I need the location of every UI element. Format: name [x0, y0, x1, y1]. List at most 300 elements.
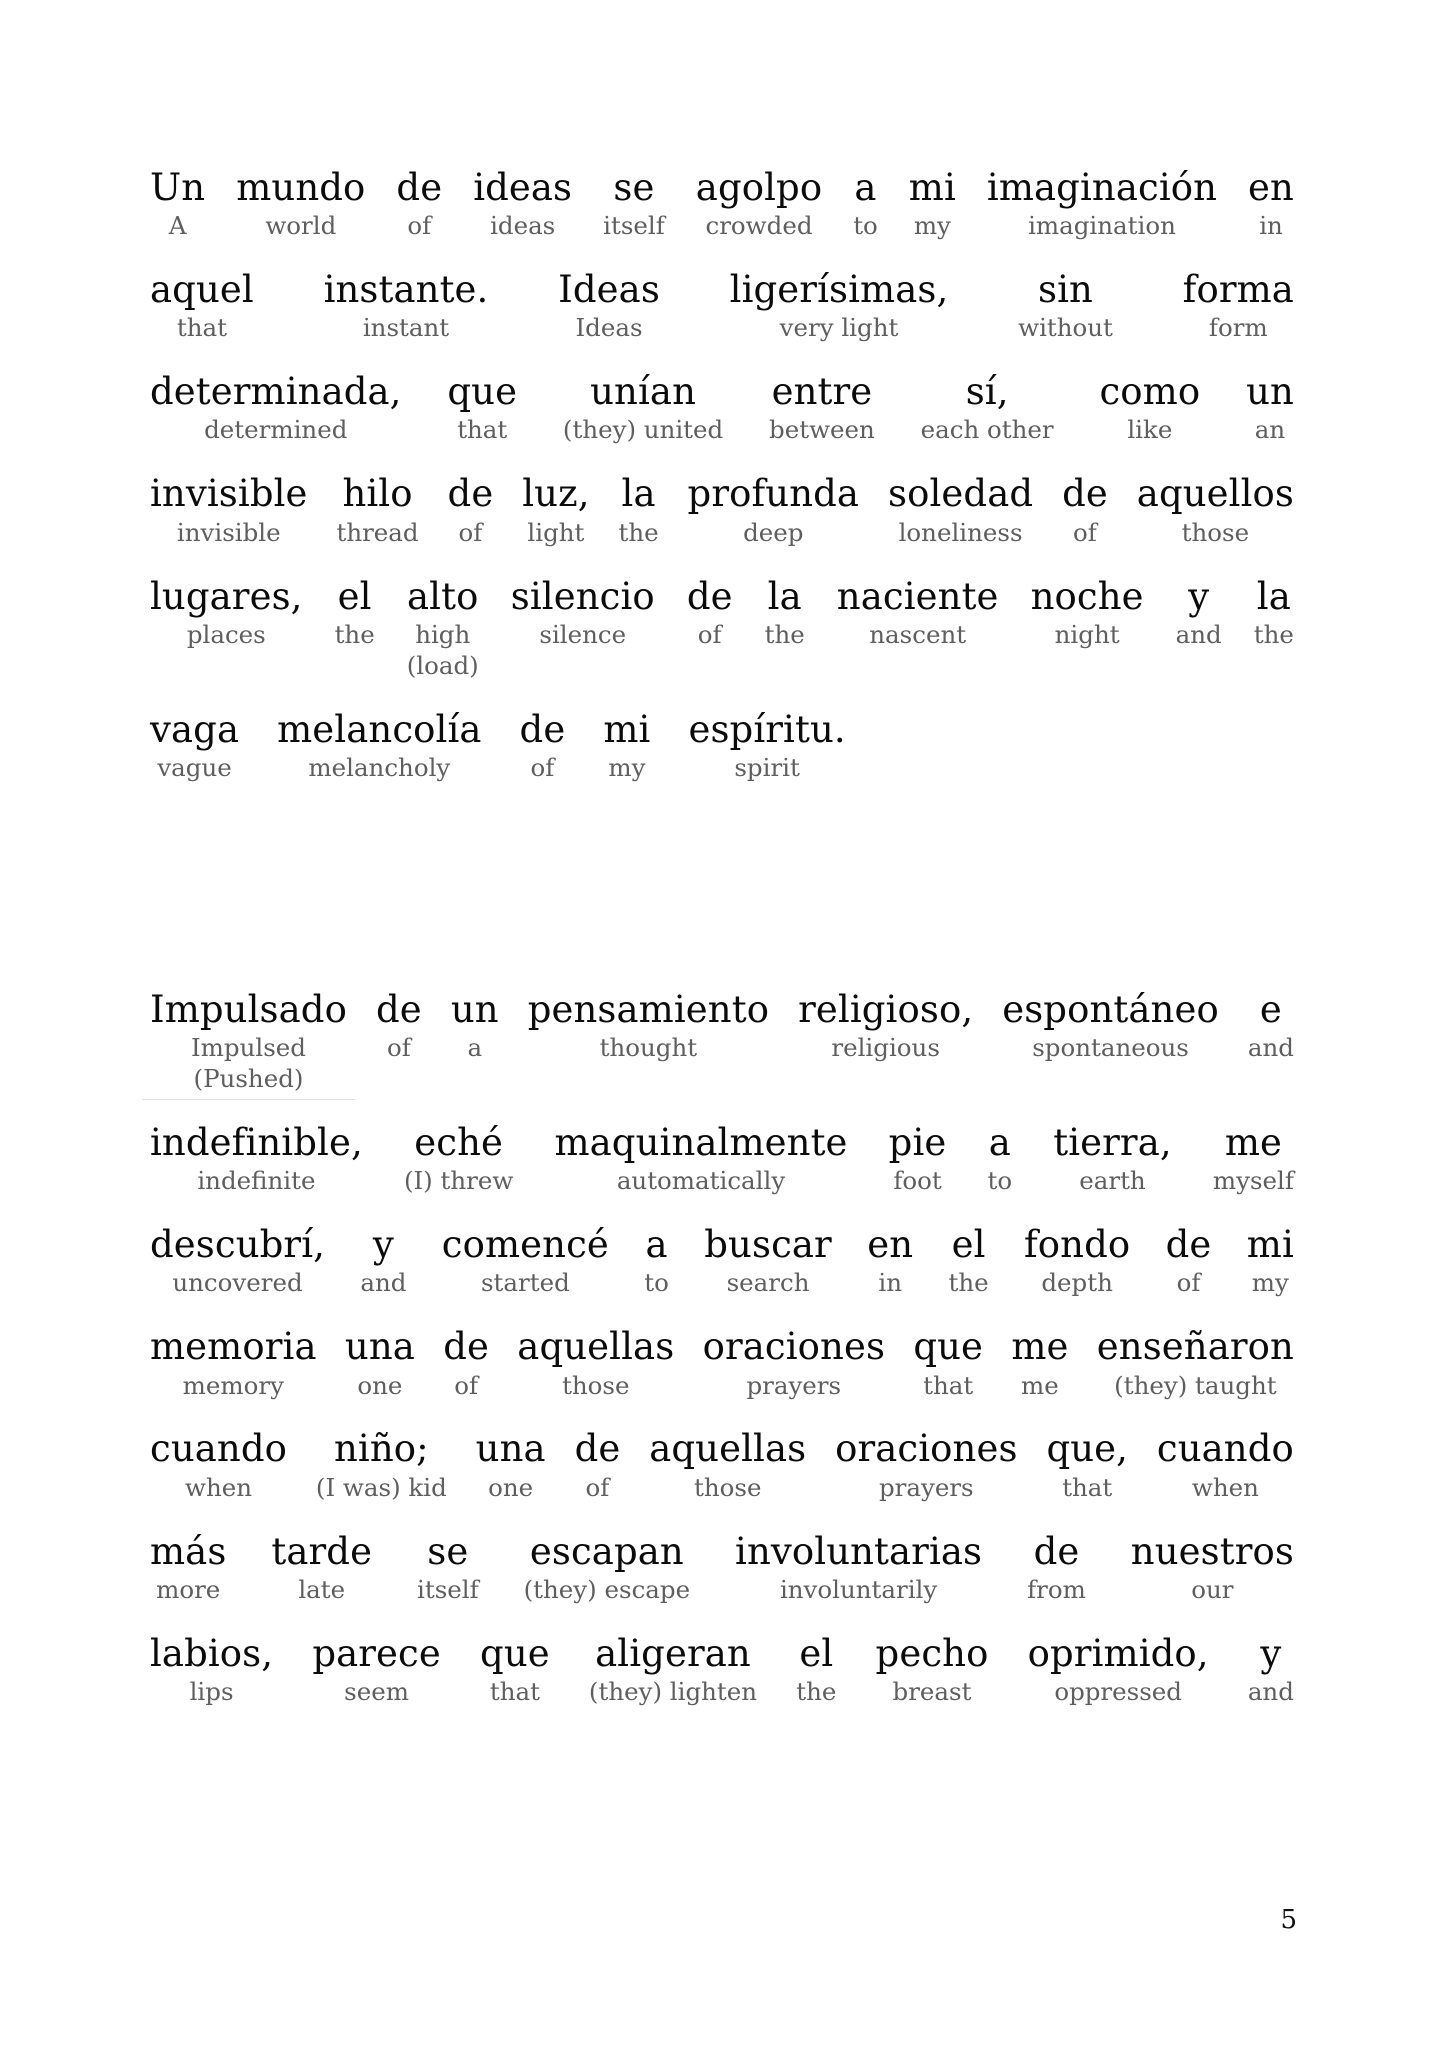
gloss-word: of	[454, 1370, 479, 1400]
source-word: invisible	[150, 472, 308, 516]
word-pair	[685, 574, 735, 650]
source-word: de	[1062, 472, 1108, 516]
word-pair	[1211, 1123, 1296, 1196]
source-word: una	[344, 1325, 415, 1369]
gloss-word: of	[585, 1472, 610, 1502]
word-pair	[573, 1429, 623, 1502]
word-pair	[310, 1631, 443, 1707]
source-word: la	[767, 574, 802, 618]
gloss-word: light	[527, 517, 585, 547]
verse-line	[148, 1327, 1296, 1400]
stanza-1	[148, 168, 1296, 812]
word-pair	[358, 1225, 408, 1298]
source-word: el	[337, 574, 372, 618]
gloss-word: melancholy	[308, 752, 451, 782]
verse-line	[148, 270, 1296, 343]
word-pair	[887, 1123, 949, 1196]
source-word: y	[1260, 1631, 1282, 1675]
source-word: enseñaron	[1096, 1325, 1294, 1369]
gloss-word: ideas	[490, 211, 556, 241]
gloss-word: one	[357, 1370, 403, 1400]
gloss-word: in	[878, 1268, 902, 1298]
word-pair	[1097, 372, 1202, 445]
word-pair	[796, 990, 975, 1063]
source-word: de	[396, 166, 443, 209]
gloss-word: that	[489, 1676, 540, 1706]
verse-line	[148, 168, 1296, 241]
gloss-word: without	[1018, 313, 1113, 343]
gloss-word: places	[186, 619, 266, 649]
source-word: ligerísimas,	[729, 268, 949, 312]
word-pair	[835, 574, 1001, 650]
source-word: indefinible,	[150, 1121, 363, 1165]
source-word: buscar	[704, 1223, 832, 1267]
word-pair	[702, 1225, 834, 1298]
gloss-word: vague	[157, 752, 232, 782]
source-word: un	[1246, 370, 1294, 414]
gloss-word: to	[987, 1166, 1013, 1196]
word-pair	[686, 707, 847, 783]
word-pair	[234, 168, 367, 241]
source-word: que	[447, 370, 518, 414]
source-word: de	[447, 472, 494, 516]
gloss-word: that	[457, 415, 508, 445]
word-pair	[415, 1529, 481, 1605]
gloss-word: religious	[831, 1033, 940, 1063]
word-pair	[314, 1429, 449, 1502]
gloss-word: very light	[779, 313, 899, 343]
word-pair	[148, 574, 305, 650]
word-pair	[148, 372, 404, 445]
gloss-word: of	[530, 752, 555, 782]
gloss-word: late	[298, 1574, 346, 1604]
word-pair	[322, 270, 491, 343]
gloss-word: (I was) kid	[315, 1472, 447, 1502]
source-word: nuestros	[1130, 1529, 1294, 1573]
source-word: de	[443, 1325, 490, 1369]
source-word: agolpo	[695, 166, 823, 209]
source-word: mi	[603, 707, 651, 751]
word-pair	[394, 168, 444, 241]
gloss-word: uncovered	[172, 1268, 303, 1298]
source-word: oraciones	[702, 1325, 886, 1369]
gloss-word: of	[407, 211, 432, 241]
source-word: maquinalmente	[554, 1121, 848, 1165]
source-word: de	[1165, 1223, 1212, 1267]
gloss-word: Ideas	[575, 313, 643, 343]
word-pair	[522, 1529, 692, 1605]
word-pair	[474, 1429, 548, 1502]
gloss-word-alternate: (load)	[406, 650, 479, 680]
gloss-word: (they) escape	[523, 1574, 691, 1604]
source-word: sí,	[965, 370, 1009, 414]
gloss-word: in	[1259, 211, 1283, 241]
word-pair	[1025, 1529, 1088, 1605]
source-word: en	[1248, 166, 1294, 209]
word-pair	[148, 474, 310, 547]
word-pair	[1252, 574, 1296, 650]
word-pair	[1095, 1327, 1296, 1400]
source-word: determinada,	[150, 370, 402, 414]
source-word: que	[480, 1631, 550, 1675]
verse-line	[148, 990, 1296, 1094]
word-pair	[1164, 1225, 1214, 1298]
source-word: aquellas	[649, 1427, 807, 1471]
word-pair	[471, 168, 574, 241]
gloss-word: those	[694, 1472, 762, 1502]
word-pair	[1135, 474, 1296, 547]
word-pair	[515, 1327, 676, 1400]
word-pair	[1246, 168, 1296, 241]
word-pair	[1000, 990, 1221, 1063]
gloss-word: (I) threw	[403, 1166, 514, 1196]
gloss-word: imagination	[1028, 211, 1176, 241]
word-pair	[526, 990, 771, 1063]
word-pair	[148, 1529, 228, 1605]
source-word: unían	[590, 370, 697, 414]
source-word: mi	[908, 166, 956, 209]
gloss-word: of	[697, 619, 722, 649]
word-pair	[552, 1123, 849, 1196]
source-word: parece	[312, 1631, 441, 1675]
word-pair	[794, 1631, 838, 1707]
word-pair	[402, 1123, 515, 1196]
word-pair	[1129, 1529, 1296, 1605]
source-word: pecho	[875, 1631, 989, 1675]
verse-line	[148, 372, 1296, 445]
source-word: alto	[407, 574, 479, 618]
gloss-word: nascent	[869, 619, 967, 649]
word-pair	[1026, 1631, 1211, 1707]
gloss-word: foot	[893, 1166, 942, 1196]
source-word: en	[867, 1223, 914, 1267]
gloss-word: an	[1254, 415, 1286, 445]
gloss-word: automatically	[616, 1166, 786, 1196]
gloss-word: to	[853, 211, 878, 241]
gloss-word: seem	[344, 1676, 409, 1706]
stanza-2	[148, 990, 1296, 1736]
gloss-word: (they) lighten	[588, 1676, 758, 1706]
gloss-word: instant	[362, 313, 450, 343]
gloss-word: that	[923, 1370, 974, 1400]
source-word: tarde	[271, 1529, 373, 1573]
source-word: una	[475, 1427, 546, 1471]
gloss-word: Impulsed	[191, 1033, 306, 1063]
gloss-word: my	[1251, 1268, 1289, 1298]
source-word: instante.	[323, 268, 489, 312]
word-pair	[642, 1225, 671, 1298]
gloss-word: A	[168, 211, 187, 241]
word-pair	[617, 474, 661, 547]
word-pair	[148, 168, 207, 241]
source-word: cuando	[150, 1427, 288, 1471]
gloss-word: and	[1247, 1033, 1294, 1063]
word-pair	[686, 474, 862, 547]
gloss-word: when	[1191, 1472, 1259, 1502]
source-word: espíritu.	[688, 707, 846, 751]
gloss-word: that	[1062, 1472, 1113, 1502]
source-word: la	[1256, 574, 1291, 618]
gloss-word: (they) united	[562, 415, 724, 445]
source-word: escapan	[529, 1529, 684, 1573]
source-word: de	[376, 988, 422, 1031]
source-word: a	[988, 1121, 1011, 1165]
gloss-word: breast	[892, 1676, 972, 1706]
source-word: a	[645, 1223, 668, 1267]
source-word: eché	[414, 1121, 503, 1165]
word-pair	[1245, 1225, 1296, 1298]
word-pair	[1044, 1429, 1130, 1502]
gloss-word: thought	[599, 1033, 698, 1063]
source-word: un	[450, 988, 499, 1031]
word-pair	[1181, 270, 1296, 343]
source-word: mi	[1246, 1223, 1294, 1267]
source-word: a	[854, 166, 877, 209]
word-pair	[763, 574, 807, 650]
page-number: 5	[1280, 1905, 1297, 1935]
source-word: niño;	[333, 1427, 429, 1471]
source-word: fondo	[1023, 1223, 1131, 1267]
gloss-word: of	[1176, 1268, 1201, 1298]
gloss-word: myself	[1212, 1166, 1294, 1196]
gloss-word: the	[948, 1268, 989, 1298]
word-pair	[647, 1429, 808, 1502]
gloss-word: crowded	[705, 211, 813, 241]
word-pair	[985, 168, 1219, 241]
gloss-word: our	[1191, 1574, 1234, 1604]
gloss-word: deep	[743, 517, 804, 547]
source-word: comencé	[441, 1223, 609, 1267]
source-word: oprimido,	[1027, 1631, 1209, 1675]
word-pair	[728, 270, 951, 343]
gloss-word: the	[334, 619, 375, 649]
gloss-word: itself	[603, 211, 665, 241]
source-word: y	[1188, 574, 1210, 618]
gloss-word: more	[156, 1574, 221, 1604]
word-pair	[148, 1123, 365, 1196]
gloss-word: indefinite	[197, 1166, 316, 1196]
gloss-word: earth	[1079, 1166, 1146, 1196]
source-word: cuando	[1156, 1427, 1294, 1471]
verse-line	[148, 474, 1296, 547]
gloss-word: silence	[539, 619, 627, 649]
source-word: aligeran	[595, 1631, 751, 1675]
gloss-word: me	[1021, 1370, 1059, 1400]
gloss-word: (they) taught	[1114, 1370, 1277, 1400]
source-word: soledad	[888, 472, 1034, 516]
gloss-word: started	[480, 1268, 570, 1298]
gloss-word: the	[1253, 619, 1294, 649]
gloss-word: depth	[1041, 1268, 1113, 1298]
gloss-word: each other	[920, 415, 1054, 445]
gloss-word: of	[458, 517, 483, 547]
source-word: noche	[1030, 574, 1144, 618]
gloss-word: memory	[182, 1370, 284, 1400]
source-word: e	[1259, 988, 1282, 1031]
verse-line	[148, 1123, 1296, 1196]
source-word: melancolía	[277, 707, 482, 751]
word-pair	[1009, 1327, 1070, 1400]
gloss-word-alternate: (Pushed)	[193, 1064, 304, 1094]
source-word: me	[1011, 1325, 1069, 1369]
word-pair	[1029, 574, 1146, 650]
source-word: profunda	[687, 472, 860, 516]
word-pair	[1051, 1123, 1174, 1196]
source-word: memoria	[150, 1325, 317, 1369]
source-word: más	[150, 1529, 227, 1573]
word-pair	[733, 1529, 984, 1605]
gloss-word: and	[360, 1268, 407, 1298]
gloss-word: between	[769, 415, 875, 445]
source-word: de	[519, 707, 566, 751]
source-word: labios,	[150, 1631, 274, 1675]
word-pair	[334, 474, 420, 547]
source-word: se	[613, 166, 655, 209]
verse-line	[148, 707, 1296, 783]
source-word: aquellos	[1136, 472, 1294, 516]
word-pair	[833, 1429, 1019, 1502]
word-pair	[556, 270, 662, 343]
source-word: vaga	[150, 707, 240, 751]
word-pair	[1060, 474, 1110, 547]
source-word: de	[686, 574, 733, 618]
word-pair	[449, 990, 501, 1063]
word-pair	[919, 372, 1056, 445]
source-word: el	[951, 1223, 986, 1267]
word-pair	[694, 168, 824, 241]
verse-line	[148, 1631, 1296, 1707]
word-pair	[441, 1327, 491, 1400]
word-pair	[445, 372, 519, 445]
word-pair	[343, 1327, 417, 1400]
source-word: de	[574, 1427, 621, 1471]
gloss-word: thread	[336, 517, 419, 547]
gloss-word: itself	[417, 1574, 479, 1604]
gloss-word: world	[265, 211, 337, 241]
word-pair	[148, 990, 349, 1094]
gloss-word: oppressed	[1054, 1676, 1182, 1706]
word-pair	[701, 1327, 887, 1400]
word-pair	[601, 707, 652, 783]
gloss-word: and	[1247, 1676, 1294, 1706]
source-word: Impulsado	[150, 988, 347, 1031]
gloss-word: search	[726, 1268, 810, 1298]
source-word: silencio	[510, 574, 655, 618]
verse-line	[148, 1225, 1296, 1298]
source-word: sin	[1038, 268, 1093, 312]
word-pair	[446, 474, 496, 547]
verse-line	[148, 574, 1296, 681]
word-pair	[374, 990, 424, 1063]
word-pair	[440, 1225, 611, 1298]
verse-line	[148, 1529, 1296, 1605]
source-word: ideas	[473, 166, 573, 209]
word-pair	[986, 1123, 1015, 1196]
source-word: que,	[1046, 1427, 1129, 1471]
verse-line	[148, 1429, 1296, 1502]
gloss-word: a	[467, 1033, 483, 1063]
source-word: imaginación	[986, 166, 1218, 209]
source-word: aquellas	[517, 1325, 675, 1369]
word-pair	[874, 1631, 991, 1707]
gloss-word: the	[796, 1676, 837, 1706]
source-word: descubrí,	[150, 1223, 325, 1267]
gloss-word: my	[608, 752, 646, 782]
gloss-word: the	[764, 619, 805, 649]
word-pair	[561, 372, 725, 445]
gloss-word: those	[1181, 517, 1250, 547]
word-pair	[601, 168, 667, 241]
source-word: luz,	[522, 472, 590, 516]
gloss-word: from	[1027, 1574, 1086, 1604]
word-pair	[1246, 990, 1296, 1063]
word-pair	[509, 574, 657, 650]
gloss-word: my	[913, 211, 951, 241]
gloss-word: the	[618, 517, 659, 547]
source-word: naciente	[836, 574, 999, 618]
word-pair	[1246, 1631, 1296, 1707]
gloss-word: when	[184, 1472, 253, 1502]
gloss-word: night	[1054, 619, 1120, 649]
word-pair	[1016, 270, 1115, 343]
gloss-word: spirit	[734, 752, 800, 782]
source-word: espontáneo	[1002, 988, 1219, 1031]
gloss-word: loneliness	[898, 517, 1023, 547]
gloss-word: lips	[189, 1676, 234, 1706]
gloss-word: determined	[204, 415, 348, 445]
gloss-word: to	[644, 1268, 669, 1298]
word-pair	[1155, 1429, 1296, 1502]
source-word: religioso,	[798, 988, 974, 1031]
source-word: que	[913, 1325, 984, 1369]
source-word: hilo	[342, 472, 413, 516]
gloss-word: those	[562, 1370, 630, 1400]
word-pair	[865, 1225, 915, 1298]
word-pair	[947, 1225, 991, 1298]
gloss-word: of	[386, 1033, 411, 1063]
source-word: pensamiento	[527, 988, 770, 1031]
gloss-word: high	[415, 619, 471, 649]
word-pair	[148, 1225, 327, 1298]
word-pair	[851, 168, 880, 241]
gloss-word: of	[1073, 517, 1097, 547]
source-word: mundo	[236, 166, 366, 209]
source-word: el	[799, 1631, 834, 1675]
source-word: Un	[150, 166, 206, 209]
word-pair	[1022, 1225, 1132, 1298]
source-word: pie	[888, 1121, 947, 1165]
gloss-word: that	[176, 313, 227, 343]
gloss-word: one	[488, 1472, 534, 1502]
gloss-word: spontaneous	[1032, 1033, 1189, 1063]
word-pair	[886, 474, 1035, 547]
source-word: Ideas	[558, 268, 660, 312]
source-word: tierra,	[1053, 1121, 1172, 1165]
source-word: se	[427, 1529, 469, 1573]
gloss-word: prayers	[746, 1370, 842, 1400]
word-pair	[269, 1529, 374, 1605]
word-pair	[767, 372, 877, 445]
source-word: como	[1099, 370, 1201, 414]
word-pair	[911, 1327, 985, 1400]
source-word: me	[1224, 1121, 1282, 1165]
source-word: oraciones	[835, 1427, 1018, 1471]
source-word: la	[621, 472, 656, 516]
source-word: involuntarias	[735, 1529, 983, 1573]
word-pair	[275, 707, 483, 783]
word-pair	[148, 1429, 289, 1502]
word-pair	[405, 574, 481, 681]
